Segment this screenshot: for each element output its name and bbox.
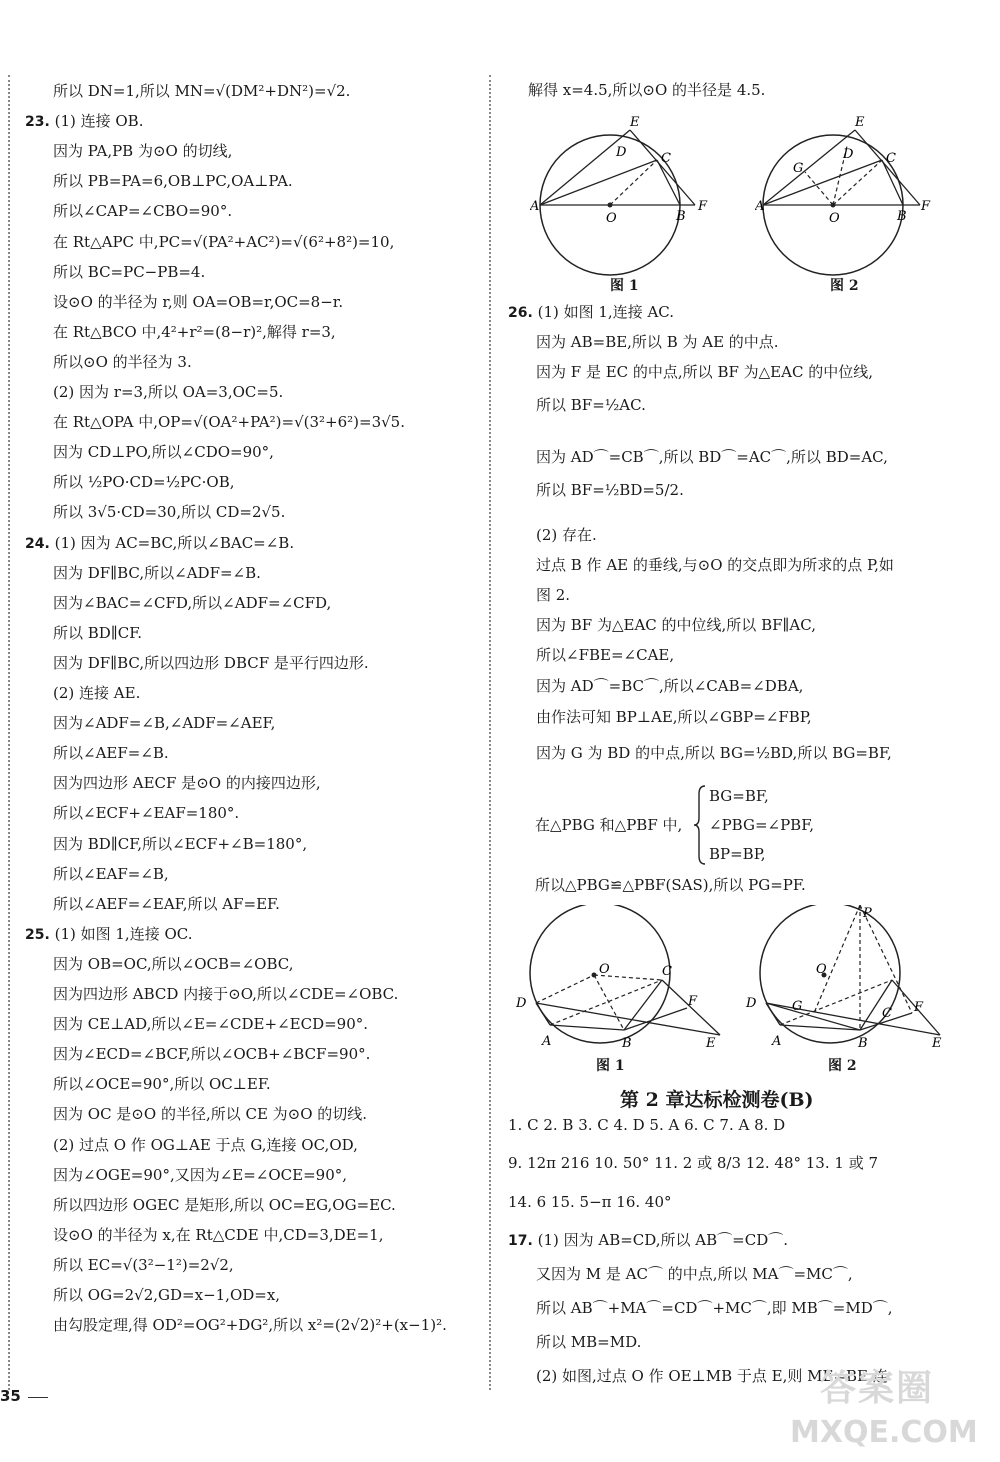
fig-label: G xyxy=(793,161,804,176)
text-content: 因为∠BAC=∠CFD,所以∠ADF=∠CFD, xyxy=(53,593,332,612)
fig-label: C xyxy=(882,1006,892,1021)
system-row: ∠PBG=∠PBF, xyxy=(709,816,815,834)
text-line xyxy=(53,864,169,884)
text-content: 所以 BF=½BD=5/2. xyxy=(536,481,684,499)
text-line xyxy=(25,533,294,554)
text-line xyxy=(536,1264,853,1284)
fig-label: P xyxy=(863,906,872,921)
text-content: 所以∠OCE=90°,所以 OC⊥EF. xyxy=(53,1075,271,1094)
text-content: 由勾股定理,得 OD²=OG²+DG²,所以 x²=(2√2)²+(x−1)². xyxy=(53,1316,447,1335)
text-content: 因为 G 为 BD 的中点,所以 BG=½BD,所以 BG=BF, xyxy=(536,744,892,762)
text-content: 所以 BD∥CF. xyxy=(53,623,143,642)
text-content: 在 Rt△APC 中,PC=√(PA²+AC²)=√(6²+8²)=10, xyxy=(53,232,395,251)
text-line xyxy=(53,894,280,914)
text-content: 因为 AB=BE,所以 B 为 AE 的中点. xyxy=(536,333,779,351)
text-line xyxy=(53,201,232,221)
text-content: 又因为 M 是 AC⌒ 的中点,所以 MA⌒=MC⌒, xyxy=(536,1265,853,1283)
text-content: 所以∠EAF=∠B, xyxy=(53,864,169,883)
text-line xyxy=(536,525,597,545)
text-content: (2) 过点 O 作 OG⊥AE 于点 G,连接 OC,OD, xyxy=(53,1135,358,1154)
answer-line: 1. C 2. B 3. C 4. D 5. A 6. C 7. A 8. D xyxy=(508,1116,786,1134)
text-line xyxy=(53,141,232,161)
text-line xyxy=(536,555,894,575)
fig-label: F xyxy=(914,1000,924,1015)
fig-label: O xyxy=(829,211,840,226)
text-content: 所以∠FBE=∠CAE, xyxy=(536,646,675,664)
figure-caption: 图 1 xyxy=(610,278,639,294)
text-content: 所以 ½PO·CD=½PC·OB, xyxy=(53,473,235,492)
fig-label: B xyxy=(858,1036,868,1050)
text-line xyxy=(536,395,646,415)
figure-mid-1 xyxy=(512,905,727,1050)
page-number-dash xyxy=(28,1397,48,1398)
text-line xyxy=(53,352,192,372)
fig-label: C xyxy=(661,151,671,166)
fig-label: G xyxy=(792,999,803,1014)
text-content: 在 Rt△BCO 中,4²+r²=(8−r)²,解得 r=3, xyxy=(53,322,336,341)
system-row: BG=BF, xyxy=(709,787,769,805)
text-line xyxy=(53,623,142,643)
watermark-logo xyxy=(790,1360,990,1455)
text-content: 设⊙O 的半径为 x,在 Rt△CDE 中,CD=3,DE=1, xyxy=(53,1225,384,1244)
question-number: 24. xyxy=(25,535,50,552)
text-line xyxy=(536,645,674,665)
text-content: 所以∠AEF=∠EAF,所以 AF=EF. xyxy=(53,894,280,913)
text-content: 所以 OG=2√2,GD=x−1,OD=x, xyxy=(53,1286,281,1304)
text-content: 所以 AB⌒+MA⌒=CD⌒+MC⌒,即 MB⌒=MD⌒, xyxy=(536,1299,893,1317)
fig-label: A xyxy=(542,1034,552,1049)
fig-label: E xyxy=(932,1036,942,1050)
text-content: 所以 BC=PC−PB=4. xyxy=(53,262,206,281)
text-line xyxy=(536,615,816,635)
text-line xyxy=(53,683,140,703)
page-number: 35 xyxy=(0,1387,21,1405)
text-content: 所以∠AEF=∠B. xyxy=(53,744,169,763)
text-line xyxy=(53,773,321,793)
text-content: 所以 PB=PA=6,OB⊥PC,OA⊥PA. xyxy=(53,172,293,191)
fig-label: D xyxy=(516,996,527,1011)
text-content: 因为∠ECD=∠BCF,所以∠OCB+∠BCF=90°. xyxy=(53,1045,371,1064)
text-line xyxy=(536,332,779,352)
brace-icon xyxy=(693,784,707,866)
text-content: 因为 F 是 EC 的中点,所以 BF 为△EAC 的中位线, xyxy=(536,363,873,381)
figure-caption: 图 1 xyxy=(596,1058,625,1074)
text-content: 因为 CD⊥PO,所以∠CDO=90°, xyxy=(53,443,274,462)
text-content: (2) 连接 AE. xyxy=(53,684,141,702)
text-line xyxy=(508,1230,788,1251)
text-line xyxy=(536,1298,893,1318)
figure-mid-2 xyxy=(742,905,957,1050)
fig-label: C xyxy=(886,151,896,166)
text-line xyxy=(53,232,394,252)
fig-label: O xyxy=(816,962,827,977)
text-line xyxy=(53,653,369,673)
text-content: 因为∠ADF=∠B,∠ADF=∠AEF, xyxy=(53,714,276,733)
text-line xyxy=(25,924,192,945)
text-content: 因为四边形 ABCD 内接于⊙O,所以∠CDE=∠OBC. xyxy=(53,985,399,1003)
text-line xyxy=(53,412,405,432)
fig-label: F xyxy=(921,199,931,214)
text-line xyxy=(508,302,674,323)
column-divider xyxy=(489,75,491,1390)
text-line: 所以△PBG≌△PBF(SAS),所以 PG=PF. xyxy=(535,876,806,894)
fig-label: B xyxy=(676,209,686,224)
text-line xyxy=(536,676,803,696)
text-content: 因为 OC 是⊙O 的半径,所以 CE 为⊙O 的切线. xyxy=(53,1105,368,1124)
text-content: (1) 因为 AC=BC,所以∠BAC=∠B. xyxy=(54,533,295,552)
text-content: (2) 存在. xyxy=(536,526,597,544)
text-line xyxy=(53,472,235,492)
text-content: 因为 DF∥BC,所以∠ADF=∠B. xyxy=(53,563,261,582)
fig-label: C xyxy=(662,964,672,979)
text-content: (2) 因为 r=3,所以 OA=3,OC=5. xyxy=(53,383,284,401)
text-content: 因为 OB=OC,所以∠OCB=∠OBC, xyxy=(53,954,294,973)
text-content: 因为 AD⌒=BC⌒,所以∠CAB=∠DBA, xyxy=(536,677,804,695)
text-content: 所以 3√5·CD=30,所以 CD=2√5. xyxy=(53,503,286,522)
fig-label: O xyxy=(606,211,617,226)
left-margin-rule xyxy=(8,75,10,1390)
text-line xyxy=(536,480,684,500)
text-line xyxy=(53,1225,383,1245)
fig-label: A xyxy=(772,1034,782,1049)
figure-top-1 xyxy=(530,110,710,280)
text-line xyxy=(25,111,143,132)
text-line xyxy=(536,1332,641,1352)
text-content: 所以 MB=MD. xyxy=(536,1333,642,1351)
text-line xyxy=(53,803,239,823)
text-content: 图 2. xyxy=(536,586,571,604)
text-content: 所以 BF=½AC. xyxy=(536,396,646,414)
text-line xyxy=(53,984,398,1004)
section-title: 第 2 章达标检测卷(B) xyxy=(620,1089,814,1111)
text-line xyxy=(53,1074,271,1094)
fig-label: F xyxy=(688,994,698,1009)
figure-caption: 图 2 xyxy=(830,278,859,294)
question-number: 26. xyxy=(508,305,533,321)
question-number: 23. xyxy=(25,114,50,131)
text-line xyxy=(53,322,336,342)
text-content: 所以∠CAP=∠CBO=90°. xyxy=(53,202,233,221)
text-line xyxy=(53,1285,280,1305)
text-content: 过点 B 作 AE 的垂线,与⊙O 的交点即为所求的点 P,如 xyxy=(536,556,894,574)
system-prefix: 在△PBG 和△PBF 中, xyxy=(535,816,683,834)
text-content: 因为 CE⊥AD,所以∠E=∠CDE+∠ECD=90°. xyxy=(53,1015,369,1034)
text-content: 因为 DF∥BC,所以四边形 DBCF 是平行四边形. xyxy=(53,653,369,672)
text-content: (1) 如图 1,连接 AC. xyxy=(537,303,675,321)
text-content: 在 Rt△OPA 中,OP=√(OA²+PA²)=√(3²+6²)=3√5. xyxy=(53,413,405,432)
text-line xyxy=(53,593,331,613)
text-content: 所以⊙O 的半径为 3. xyxy=(53,352,192,371)
text-line xyxy=(53,1044,370,1064)
text-content: 由作法可知 BP⊥AE,所以∠GBP=∠FBP, xyxy=(536,708,812,726)
text-content: 因为∠OGE=90°,又因为∠E=∠OCE=90°, xyxy=(53,1165,348,1184)
text-content: 所以∠ECF+∠EAF=180°. xyxy=(53,804,240,823)
text-content: 所以四边形 OGEC 是矩形,所以 OC=EG,OG=EC. xyxy=(53,1195,396,1214)
text-content: (1) 因为 AB=CD,所以 AB⌒=CD⌒. xyxy=(537,1231,789,1249)
text-line xyxy=(536,707,812,727)
text-content: 因为四边形 AECF 是⊙O 的内接四边形, xyxy=(53,774,321,793)
text-line xyxy=(53,743,169,763)
text-line xyxy=(53,1195,396,1215)
text-content: 因为 PA,PB 为⊙O 的切线, xyxy=(53,142,233,161)
text-content: 所以 EC=√(3²−1²)=2√2, xyxy=(53,1255,234,1274)
text-line xyxy=(53,382,283,402)
text-line xyxy=(53,713,275,733)
text-content: 因为 BD∥CF,所以∠ECF+∠B=180°, xyxy=(53,834,308,853)
text-line xyxy=(53,81,350,101)
fig-label: B xyxy=(622,1036,632,1050)
text-line: 解得 x=4.5,所以⊙O 的半径是 4.5. xyxy=(528,81,766,99)
text-line xyxy=(53,442,274,462)
text-line xyxy=(536,447,888,467)
text-line xyxy=(53,563,261,583)
text-content: 所以 DN=1,所以 MN=√(DM²+DN²)=√2. xyxy=(53,82,351,100)
text-line xyxy=(53,1104,367,1124)
fig-label: D xyxy=(746,996,757,1011)
text-line xyxy=(536,743,892,763)
text-line xyxy=(53,171,293,191)
fig-label: A xyxy=(530,199,540,214)
question-number: 25. xyxy=(25,926,50,943)
fig-label: D xyxy=(616,145,627,160)
fig-label: E xyxy=(706,1036,716,1050)
fig-label: E xyxy=(630,115,640,130)
text-content: (1) 连接 OB. xyxy=(54,112,144,131)
text-line xyxy=(53,1165,347,1185)
text-line xyxy=(53,262,205,282)
watermark-text: 答案圈 xyxy=(820,1367,935,1409)
text-line xyxy=(53,1255,234,1275)
answer-line: 14. 6 15. 5−π 16. 40° xyxy=(508,1193,672,1211)
fig-label: O xyxy=(599,962,610,977)
text-line xyxy=(53,1135,358,1155)
text-line xyxy=(53,834,307,854)
fig-label: F xyxy=(698,199,708,214)
text-line xyxy=(536,585,570,605)
text-content: (1) 如图 1,连接 OC. xyxy=(54,924,193,943)
text-content: 设⊙O 的半径为 r,则 OA=OB=r,OC=8−r. xyxy=(53,292,344,311)
text-line xyxy=(53,292,343,312)
question-number: 17. xyxy=(508,1233,533,1249)
text-content: (2) 如图,过点 O 作 OE⊥MB 于点 E,则 ME=BE,连 xyxy=(536,1367,888,1385)
system-row: BP=BP, xyxy=(709,845,766,863)
text-line xyxy=(53,1315,447,1335)
text-line xyxy=(53,502,285,522)
text-content: 因为 BF 为△EAC 的中位线,所以 BF∥AC, xyxy=(536,616,816,634)
fig-label: E xyxy=(855,115,865,130)
figure-top-2 xyxy=(755,110,935,280)
text-line xyxy=(536,362,873,382)
fig-label: B xyxy=(897,209,907,224)
fig-label: D xyxy=(843,147,854,162)
text-line xyxy=(53,954,293,974)
figure-caption: 图 2 xyxy=(828,1058,857,1074)
watermark-url: MXQE.COM xyxy=(790,1415,978,1450)
fig-label: A xyxy=(755,199,765,214)
text-line xyxy=(53,1014,368,1034)
answer-line: 9. 12π 216 10. 50° 11. 2 或 8/3 12. 48° 13. 1 或 7 xyxy=(508,1154,879,1172)
text-content: 因为 AD⌒=CB⌒,所以 BD⌒=AC⌒,所以 BD=AC, xyxy=(536,448,888,466)
